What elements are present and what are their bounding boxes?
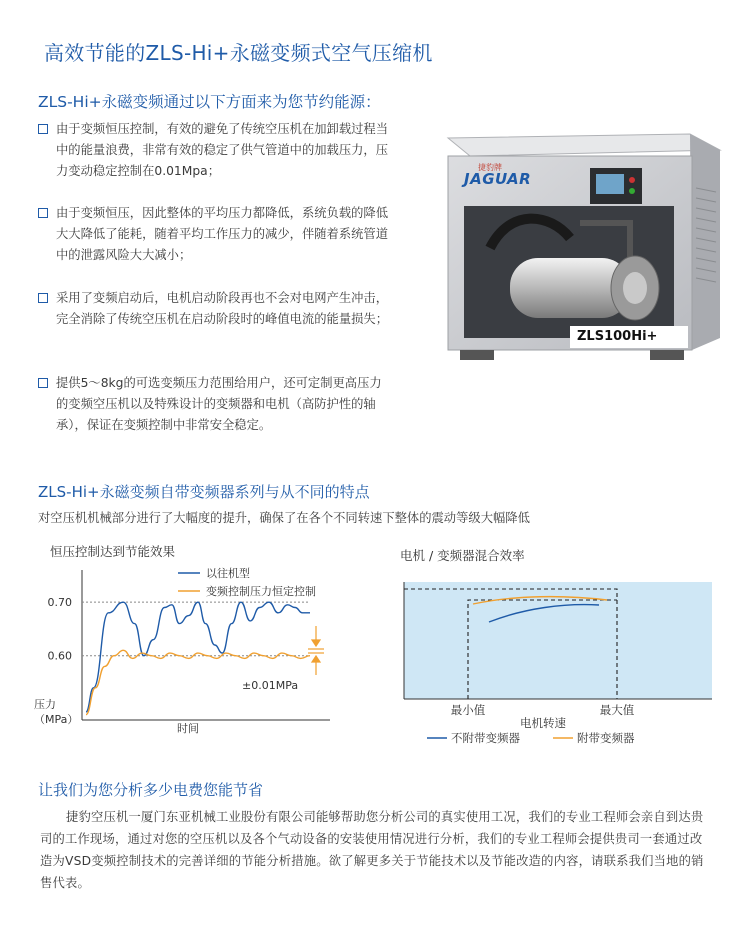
analysis-body: 捷豹空压机一厦门东亚机械工业股份有限公司能够帮助您分析公司的真实使用工况，我们的专业工程师会亲自到达贵司的工作现场，通过对您的空压机以及各个气动设备的安装使用情况进行分析，我们的专业工程师会提供贵司一套通过改造为VSD变频控制技术的完善详细的节能分析措施。欲了解更多关于节能技术以及节能改造的内容，请联系我们当地的销售代表。 (40, 810, 704, 890)
chart2-xtick-min: 最小值 (450, 703, 486, 717)
bullet-item-1: 由于变频恒压控制，有效的避免了传统空压机在加卸载过程当中的能量浪费，非常有效的稳定了供气管道中的加载压力，压力变动稳定控制在0.01Mpa； (38, 119, 390, 182)
intro-heading: ZLS-Hi+永磁变频通过以下方面来为您节约能源： (38, 93, 381, 111)
checkbox-square-icon (38, 378, 48, 388)
efficiency-chart (395, 572, 725, 762)
chart2-legend-without: 不附带变频器 (451, 731, 520, 745)
pressure-chart (30, 560, 350, 740)
chart2-legend-with: 附带变频器 (577, 731, 635, 745)
chart1-annotation: ±0.01MPa (242, 679, 299, 692)
chart1-legend-previous: 以往机型 (206, 567, 250, 580)
chart1-ytick-070: 0.70 (47, 596, 72, 610)
brand-logo: JAGUAR (464, 170, 532, 188)
chart1-ytick-060: 0.60 (47, 649, 72, 663)
chart2-xtick-max: 最大值 (599, 703, 635, 717)
chart2-x-label: 电机转速 (520, 716, 566, 730)
checkbox-square-icon (38, 293, 48, 303)
model-label: ZLS100Hi+ (577, 329, 658, 344)
series-subtitle: 对空压机机械部分进行了大幅度的提升，确保了在各个不同转速下整体的震动等级大幅降低 (38, 511, 530, 525)
chart1-x-label: 时间 (177, 722, 199, 735)
page-title: 高效节能的ZLS-Hi+永磁变频式空气压缩机 (44, 41, 433, 65)
series-heading: ZLS-Hi+永磁变频自带变频器系列与从不同的特点 (38, 483, 370, 501)
brand-cn: 捷豹牌 (478, 163, 502, 172)
chart1-legend-vfd: 变频控制压力恒定控制 (206, 585, 316, 598)
checkbox-square-icon (38, 124, 48, 134)
chart1-title: 恒压控制达到节能效果 (50, 544, 176, 559)
chart2-title: 电机 / 变频器混合效率 (400, 548, 525, 563)
bullet-item-2: 由于变频恒压，因此整体的平均压力都降低，系统负载的降低大大降低了能耗，随着平均工作压力的减少，伴随着系统管道中的泄露风险大大减小； (38, 203, 390, 266)
chart1-y-label: 压力（MPa） (34, 698, 79, 726)
tolerance-arrows-icon (308, 626, 324, 675)
analysis-heading: 让我们为您分析多少电费您能节省 (38, 781, 264, 799)
checkbox-square-icon (38, 208, 48, 218)
bullet-item-4: 提供5～8kg的可选变频压力范围给用户，还可定制更高压力的变频空压机以及特殊设计的变频器和电机（高防护性的轴承），保证在变频控制中非常安全稳定。 (38, 373, 390, 436)
bullet-item-3: 采用了变频启动后，电机启动阶段再也不会对电网产生冲击，完全消除了传统空压机在启动阶段时的峰值电流的能量损失； (38, 288, 390, 330)
